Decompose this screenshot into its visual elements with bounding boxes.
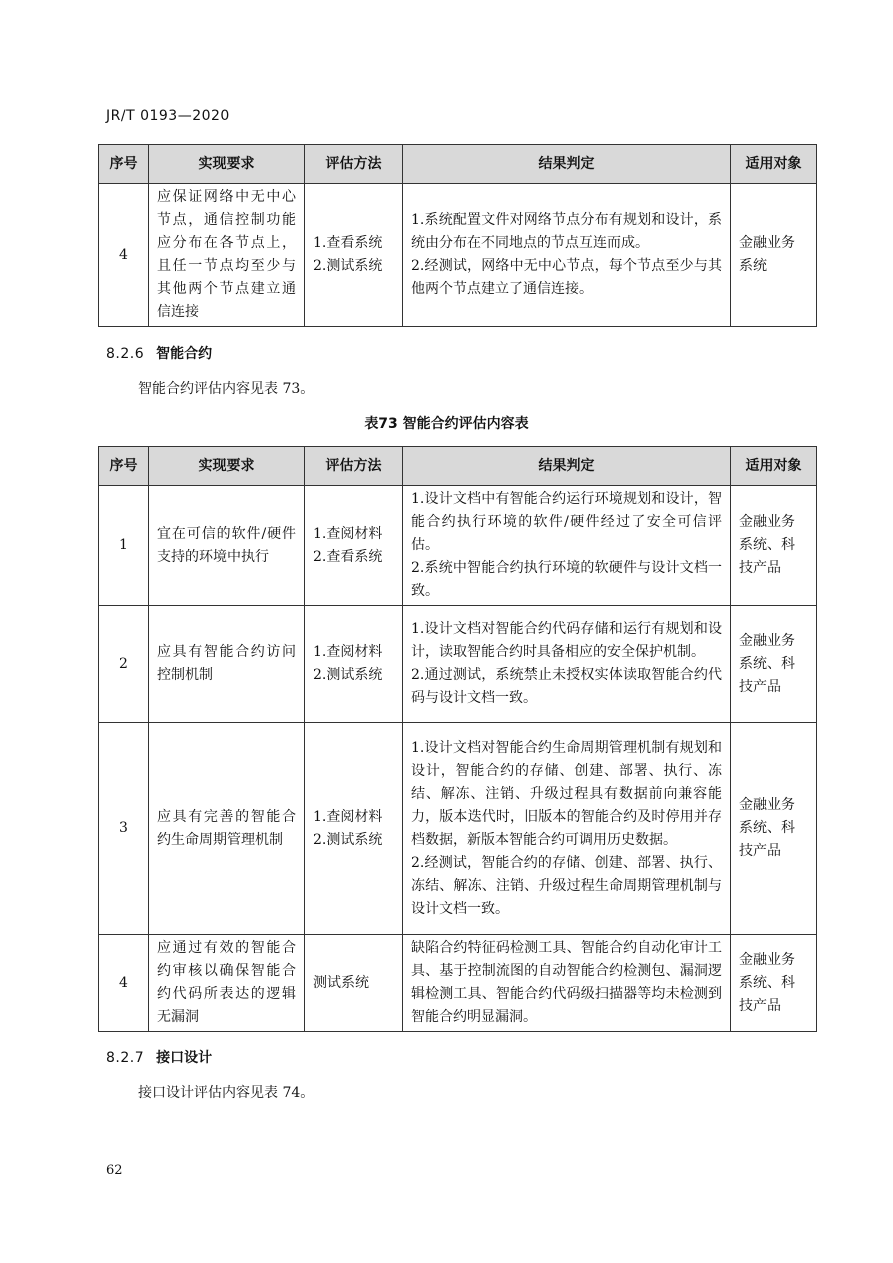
result-line: 2.经测试，网络中无中心节点，每个节点至少与其他两个节点建立了通信连接。 xyxy=(411,258,722,297)
cell-num: 4 xyxy=(99,184,149,327)
section-number: 8.2.7 xyxy=(106,1050,145,1066)
col-header-requirement: 实现要求 xyxy=(149,447,305,486)
table-caption: 表73 智能合约评估内容表 xyxy=(364,416,529,432)
col-header-num: 序号 xyxy=(99,447,149,486)
cell-result xyxy=(403,184,731,327)
table-row xyxy=(99,723,817,935)
cell-requirement: 应具有完善的智能合约生命周期管理机制 xyxy=(149,723,305,935)
table-continuation xyxy=(98,144,817,327)
cell-result xyxy=(403,935,731,1032)
col-header-requirement: 实现要求 xyxy=(149,145,305,184)
paragraph: 智能合约评估内容见表 73。 xyxy=(138,381,315,397)
section-heading-8-2-7 xyxy=(106,1047,212,1067)
table-header-row xyxy=(99,447,817,486)
col-header-target: 适用对象 xyxy=(731,145,817,184)
cell-result xyxy=(403,606,731,723)
cell-method xyxy=(305,935,403,1032)
paragraph: 接口设计评估内容见表 74。 xyxy=(138,1085,315,1101)
result-line: 1.系统配置文件对网络节点分布有规划和设计，系统由分布在不同地点的节点互连而成。 xyxy=(411,212,722,251)
col-header-num: 序号 xyxy=(99,145,149,184)
page-number: 62 xyxy=(106,1163,123,1178)
col-header-result: 结果判定 xyxy=(403,145,731,184)
cell-target: 金融业务系统、科技产品 xyxy=(731,723,817,935)
method-line: 2.查看系统 xyxy=(313,548,383,565)
document-code-header: JR/T 0193—2020 xyxy=(106,108,230,124)
section-title: 接口设计 xyxy=(156,1050,213,1066)
method-line: 1.查看系统 xyxy=(313,235,383,251)
cell-target: 金融业务系统 xyxy=(731,184,817,327)
cell-num: 3 xyxy=(99,723,149,935)
col-header-method: 评估方法 xyxy=(305,145,403,184)
table-row xyxy=(99,184,817,327)
table-row xyxy=(99,486,817,606)
cell-target: 金融业务系统、科技产品 xyxy=(731,606,817,723)
col-header-result: 结果判定 xyxy=(403,447,731,486)
section-heading-8-2-6 xyxy=(106,343,212,363)
col-header-target: 适用对象 xyxy=(731,447,817,486)
table-73 xyxy=(98,446,817,1032)
cell-result xyxy=(403,723,731,935)
section-number: 8.2.6 xyxy=(106,346,145,362)
cell-method xyxy=(305,723,403,935)
method-line: 测试系统 xyxy=(313,974,369,991)
result-line: 2.经测试，智能合约的存储、创建、部署、执行、冻结、解冻、注销、升级过程生命周期管理机制与设计文档一致。 xyxy=(411,854,722,917)
cell-requirement: 应具有智能合约访问控制机制 xyxy=(149,606,305,723)
cell-target: 金融业务系统、科技产品 xyxy=(731,486,817,606)
cell-method xyxy=(305,184,403,327)
result-line: 1.设计文档对智能合约生命周期管理机制有规划和设计，智能合约的存储、创建、部署、执行、冻结、解冻、注销、升级过程具有数据前向兼容能力，版本迭代时，旧版本的智能合约及时停用并存档数据，新版本智能合约可调用历史数据。 xyxy=(411,739,722,848)
cell-result xyxy=(403,486,731,606)
cell-num: 4 xyxy=(99,935,149,1032)
cell-num: 2 xyxy=(99,606,149,723)
col-header-method: 评估方法 xyxy=(305,447,403,486)
table-row xyxy=(99,935,817,1032)
result-line: 2.通过测试，系统禁止未授权实体读取智能合约代码与设计文档一致。 xyxy=(411,667,722,706)
cell-target: 金融业务系统、科技产品 xyxy=(731,935,817,1032)
cell-requirement: 应通过有效的智能合约审核以确保智能合约代码所表达的逻辑无漏洞 xyxy=(149,935,305,1032)
result-line: 缺陷合约特征码检测工具、智能合约自动化审计工具、基于控制流图的自动智能合约检测包、漏洞逻辑检测工具、智能合约代码级扫描器等均未检测到智能合约明显漏洞。 xyxy=(411,940,722,1025)
table-row xyxy=(99,606,817,723)
cell-requirement: 宜在可信的软件/硬件支持的环境中执行 xyxy=(149,486,305,606)
cell-requirement: 应保证网络中无中心节点，通信控制功能应分布在各节点上，且任一节点均至少与其他两个节点建立通信连接 xyxy=(149,184,305,327)
method-line: 2.测试系统 xyxy=(313,667,383,683)
result-line: 2.系统中智能合约执行环境的软硬件与设计文档一致。 xyxy=(411,560,722,599)
method-line: 1.查阅材料 xyxy=(313,525,383,542)
cell-method xyxy=(305,486,403,606)
cell-num: 1 xyxy=(99,486,149,606)
section-title: 智能合约 xyxy=(156,346,213,362)
result-line: 1.设计文档对智能合约代码存储和运行有规划和设计，读取智能合约时具备相应的安全保护机制。 xyxy=(411,621,722,660)
method-line: 2.测试系统 xyxy=(313,258,383,274)
cell-method xyxy=(305,606,403,723)
table-header-row xyxy=(99,145,817,184)
result-line: 1.设计文档中有智能合约运行环境规划和设计，智能合约执行环境的软件/硬件经过了安全可信评估。 xyxy=(411,491,722,553)
method-line: 1.查阅材料 xyxy=(313,644,383,660)
method-line: 2.测试系统 xyxy=(313,831,383,848)
method-line: 1.查阅材料 xyxy=(313,808,383,825)
